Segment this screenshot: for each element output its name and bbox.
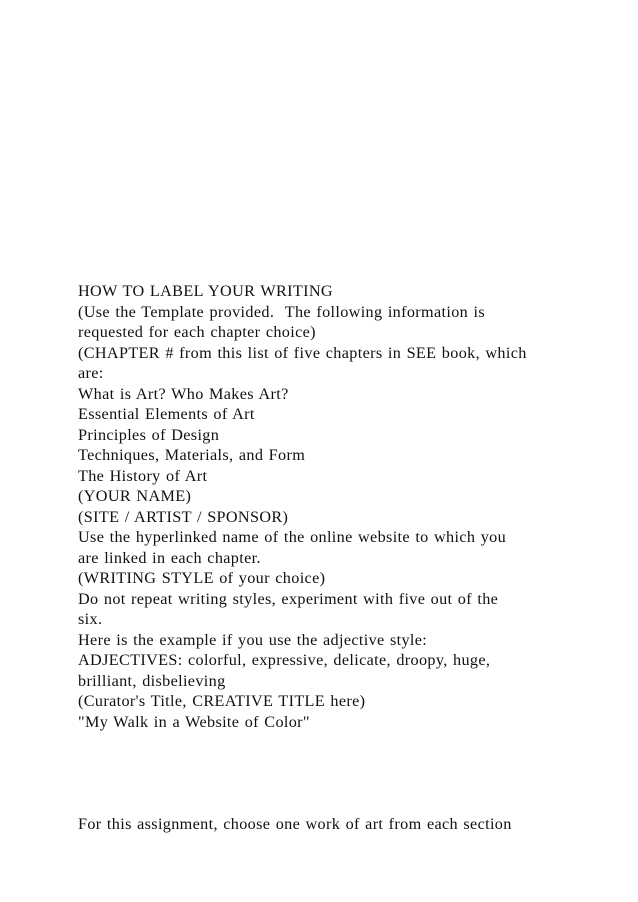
chapter-item: Principles of Design [78, 425, 220, 444]
chapter-item: Techniques, Materials, and Form [78, 446, 306, 464]
text-line: requested for each chapter choice) [78, 323, 316, 341]
chapter-item: Essential Elements of Art [78, 405, 255, 423]
text-line: are: [78, 364, 104, 382]
text-line: six. [78, 610, 103, 628]
document-text [78, 281, 578, 835]
text-line: Do not repeat writing styles, experiment with five out of the [78, 589, 499, 608]
text-line: Here is the example if you use the adjective style: [78, 630, 428, 649]
text-line: are linked in each chapter. [78, 548, 261, 567]
text-line: (SITE / ARTIST / SPONSOR) [78, 507, 289, 526]
heading-how-to-label: HOW TO LABEL YOUR WRITING [78, 282, 333, 300]
example-title: "My Walk in a Website of Color" [78, 712, 310, 731]
text-line: (Use the Template provided. The following information is [78, 302, 485, 321]
chapter-item: What is Art? Who Makes Art? [78, 384, 289, 403]
text-line: Use the hyperlinked name of the online website to which you [78, 528, 507, 546]
closing-line: For this assignment, choose one work of art from each section [78, 815, 512, 833]
text-line: ADJECTIVES: colorful, expressive, delicate, droopy, huge, [78, 651, 491, 669]
text-line: brilliant, disbelieving [78, 671, 226, 690]
text-line: (Curator's Title, CREATIVE TITLE here) [78, 692, 366, 710]
text-line: (WRITING STYLE of your choice) [78, 569, 326, 587]
text-line: (CHAPTER # from this list of five chapters in SEE book, which [78, 343, 527, 362]
paragraph-gap [78, 732, 578, 814]
text-line: (YOUR NAME) [78, 487, 192, 505]
chapter-item: The History of Art [78, 466, 208, 485]
